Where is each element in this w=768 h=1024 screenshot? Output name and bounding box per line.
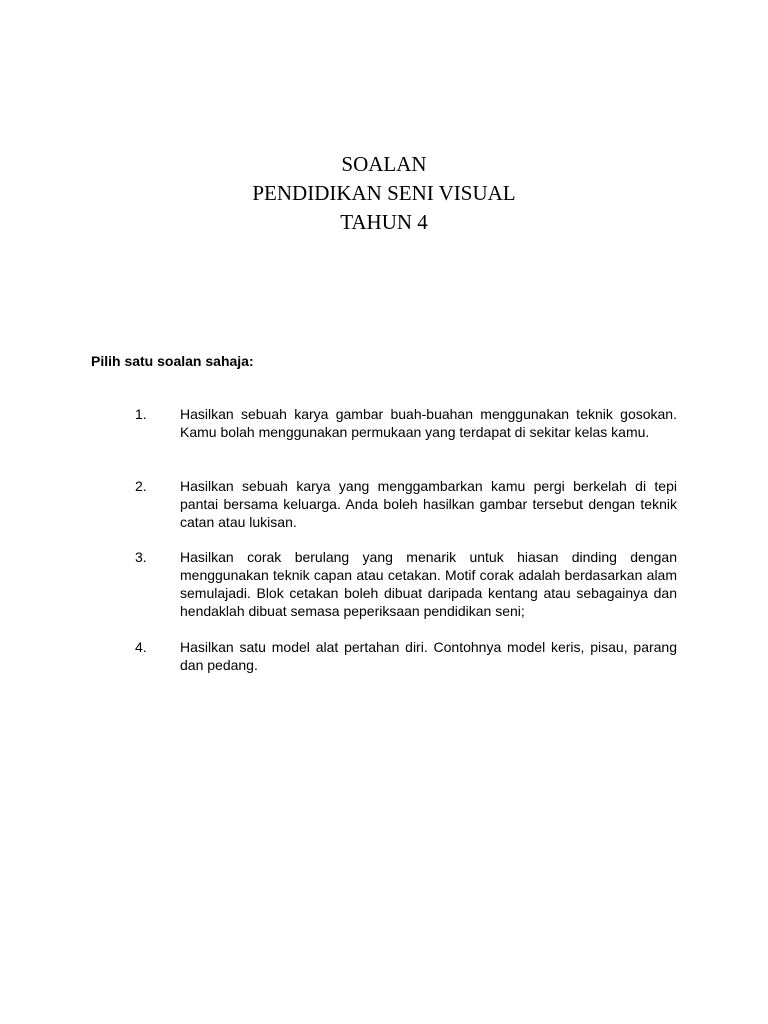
question-number: 4. bbox=[135, 639, 147, 655]
title-line-year: TAHUN 4 bbox=[340, 210, 428, 234]
document-title bbox=[0, 150, 768, 237]
question-text: Hasilkan sebuah karya gambar buah-buahan menggunakan teknik gosokan. Kamu bolah menggunakan permukaan yang terdapat di sekitar kelas kamu. bbox=[180, 406, 677, 440]
instruction-text: Pilih satu soalan sahaja: bbox=[91, 353, 254, 369]
question-text: Hasilkan sebuah karya yang menggambarkan kamu pergi berkelah di tepi pantai bersama keluarga. Anda boleh hasilkan gambar tersebut dengan teknik catan atau lukisan. bbox=[180, 478, 677, 530]
question-number: 2. bbox=[135, 478, 147, 494]
title-line-subject: PENDIDIKAN SENI VISUAL bbox=[252, 181, 516, 205]
question-text: Hasilkan corak berulang yang menarik untuk hiasan dinding dengan menggunakan teknik capan atau cetakan. Motif corak adalah berdasarkan alam semulajadi. Blok cetakan boleh dibuat daripada kentang atau sebagainya dan hendaklah dibuat semasa peperiksaan pendidikan seni; bbox=[180, 549, 677, 619]
question-number: 1. bbox=[135, 406, 147, 422]
title-line-soalan: SOALAN bbox=[341, 152, 427, 176]
question-number: 3. bbox=[135, 549, 147, 565]
question-text: Hasilkan satu model alat pertahan diri. Contohnya model keris, pisau, parang dan pedang. bbox=[180, 639, 677, 673]
